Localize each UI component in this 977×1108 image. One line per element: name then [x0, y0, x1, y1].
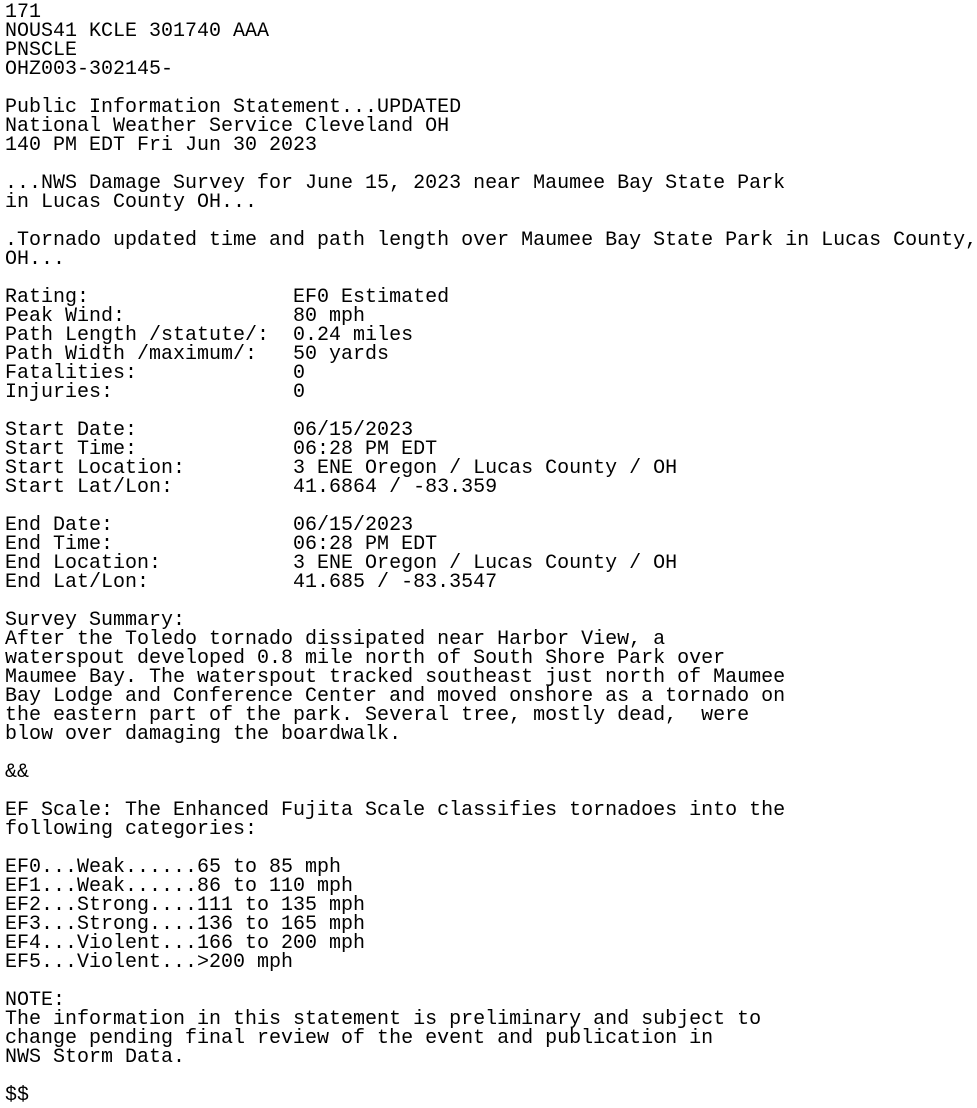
- event-headline: OH...: [5, 248, 66, 271]
- ef-scale-row: EF3...Strong....136 to 165 mph: [5, 913, 366, 936]
- header-line: OHZ003-302145-: [5, 58, 174, 81]
- path-length-row: Path Length /statute/: 0.24 miles: [5, 324, 414, 347]
- statement-title: Public Information Statement...UPDATED: [5, 96, 462, 119]
- ef-scale-intro: EF Scale: The Enhanced Fujita Scale classifies tornadoes into the: [5, 799, 786, 822]
- survey-headline: in Lucas County OH...: [5, 191, 258, 214]
- end-time-row: End Time: 06:28 PM EDT: [5, 533, 438, 556]
- header-line: 171: [5, 1, 42, 24]
- survey-headline: ...NWS Damage Survey for June 15, 2023 near Maumee Bay State Park: [5, 172, 786, 195]
- ef-scale-row: EF1...Weak......86 to 110 mph: [5, 875, 354, 898]
- start-date-row: Start Date: 06/15/2023: [5, 419, 414, 442]
- survey-summary-text: After the Toledo tornado dissipated near Harbor View, a: [5, 628, 666, 651]
- survey-summary-text: waterspout developed 0.8 mile north of South Shore Park over: [5, 647, 726, 670]
- section-separator: &&: [5, 761, 30, 784]
- ef-scale-row: EF2...Strong....111 to 135 mph: [5, 894, 366, 917]
- survey-summary-heading: Survey Summary:: [5, 609, 186, 632]
- end-of-product-marker: $$: [5, 1084, 30, 1107]
- rating-row: Rating: EF0 Estimated: [5, 286, 450, 309]
- blank-line: [5, 972, 977, 991]
- survey-summary-text: Maumee Bay. The waterspout tracked southeast just north of Maumee: [5, 666, 786, 689]
- path-width-row: Path Width /maximum/: 50 yards: [5, 343, 390, 366]
- blank-line: [5, 1067, 977, 1086]
- blank-line: [5, 744, 977, 763]
- end-location-row: End Location: 3 ENE Oregon / Lucas County / OH: [5, 552, 678, 575]
- note-text: NWS Storm Data.: [5, 1046, 186, 1069]
- note-heading: NOTE:: [5, 989, 66, 1012]
- end-latlon-row: End Lat/Lon: 41.685 / -83.3547: [5, 571, 498, 594]
- header-line: PNSCLE: [5, 39, 78, 62]
- ef-scale-row: EF4...Violent...166 to 200 mph: [5, 932, 366, 955]
- start-latlon-row: Start Lat/Lon: 41.6864 / -83.359: [5, 476, 498, 499]
- issue-time: 140 PM EDT Fri Jun 30 2023: [5, 134, 318, 157]
- header-line: NOUS41 KCLE 301740 AAA: [5, 20, 270, 43]
- ef-scale-row: EF0...Weak......65 to 85 mph: [5, 856, 342, 879]
- issuing-office: National Weather Service Cleveland OH: [5, 115, 450, 138]
- end-date-row: End Date: 06/15/2023: [5, 514, 414, 537]
- note-text: change pending final review of the event and publication in: [5, 1027, 714, 1050]
- survey-summary-text: Bay Lodge and Conference Center and moved onshore as a tornado on: [5, 685, 786, 708]
- injuries-row: Injuries: 0: [5, 381, 306, 404]
- note-text: The information in this statement is preliminary and subject to: [5, 1008, 762, 1031]
- peak-wind-row: Peak Wind: 80 mph: [5, 305, 366, 328]
- start-time-row: Start Time: 06:28 PM EDT: [5, 438, 438, 461]
- survey-summary-text: the eastern part of the park. Several tree, mostly dead, were: [5, 704, 750, 727]
- ef-scale-row: EF5...Violent...>200 mph: [5, 951, 294, 974]
- fatalities-row: Fatalities: 0: [5, 362, 306, 385]
- ef-scale-intro: following categories:: [5, 818, 258, 841]
- start-location-row: Start Location: 3 ENE Oregon / Lucas County / OH: [5, 457, 678, 480]
- event-headline: .Tornado updated time and path length over Maumee Bay State Park in Lucas County,: [5, 229, 977, 252]
- survey-summary-text: blow over damaging the boardwalk.: [5, 723, 402, 746]
